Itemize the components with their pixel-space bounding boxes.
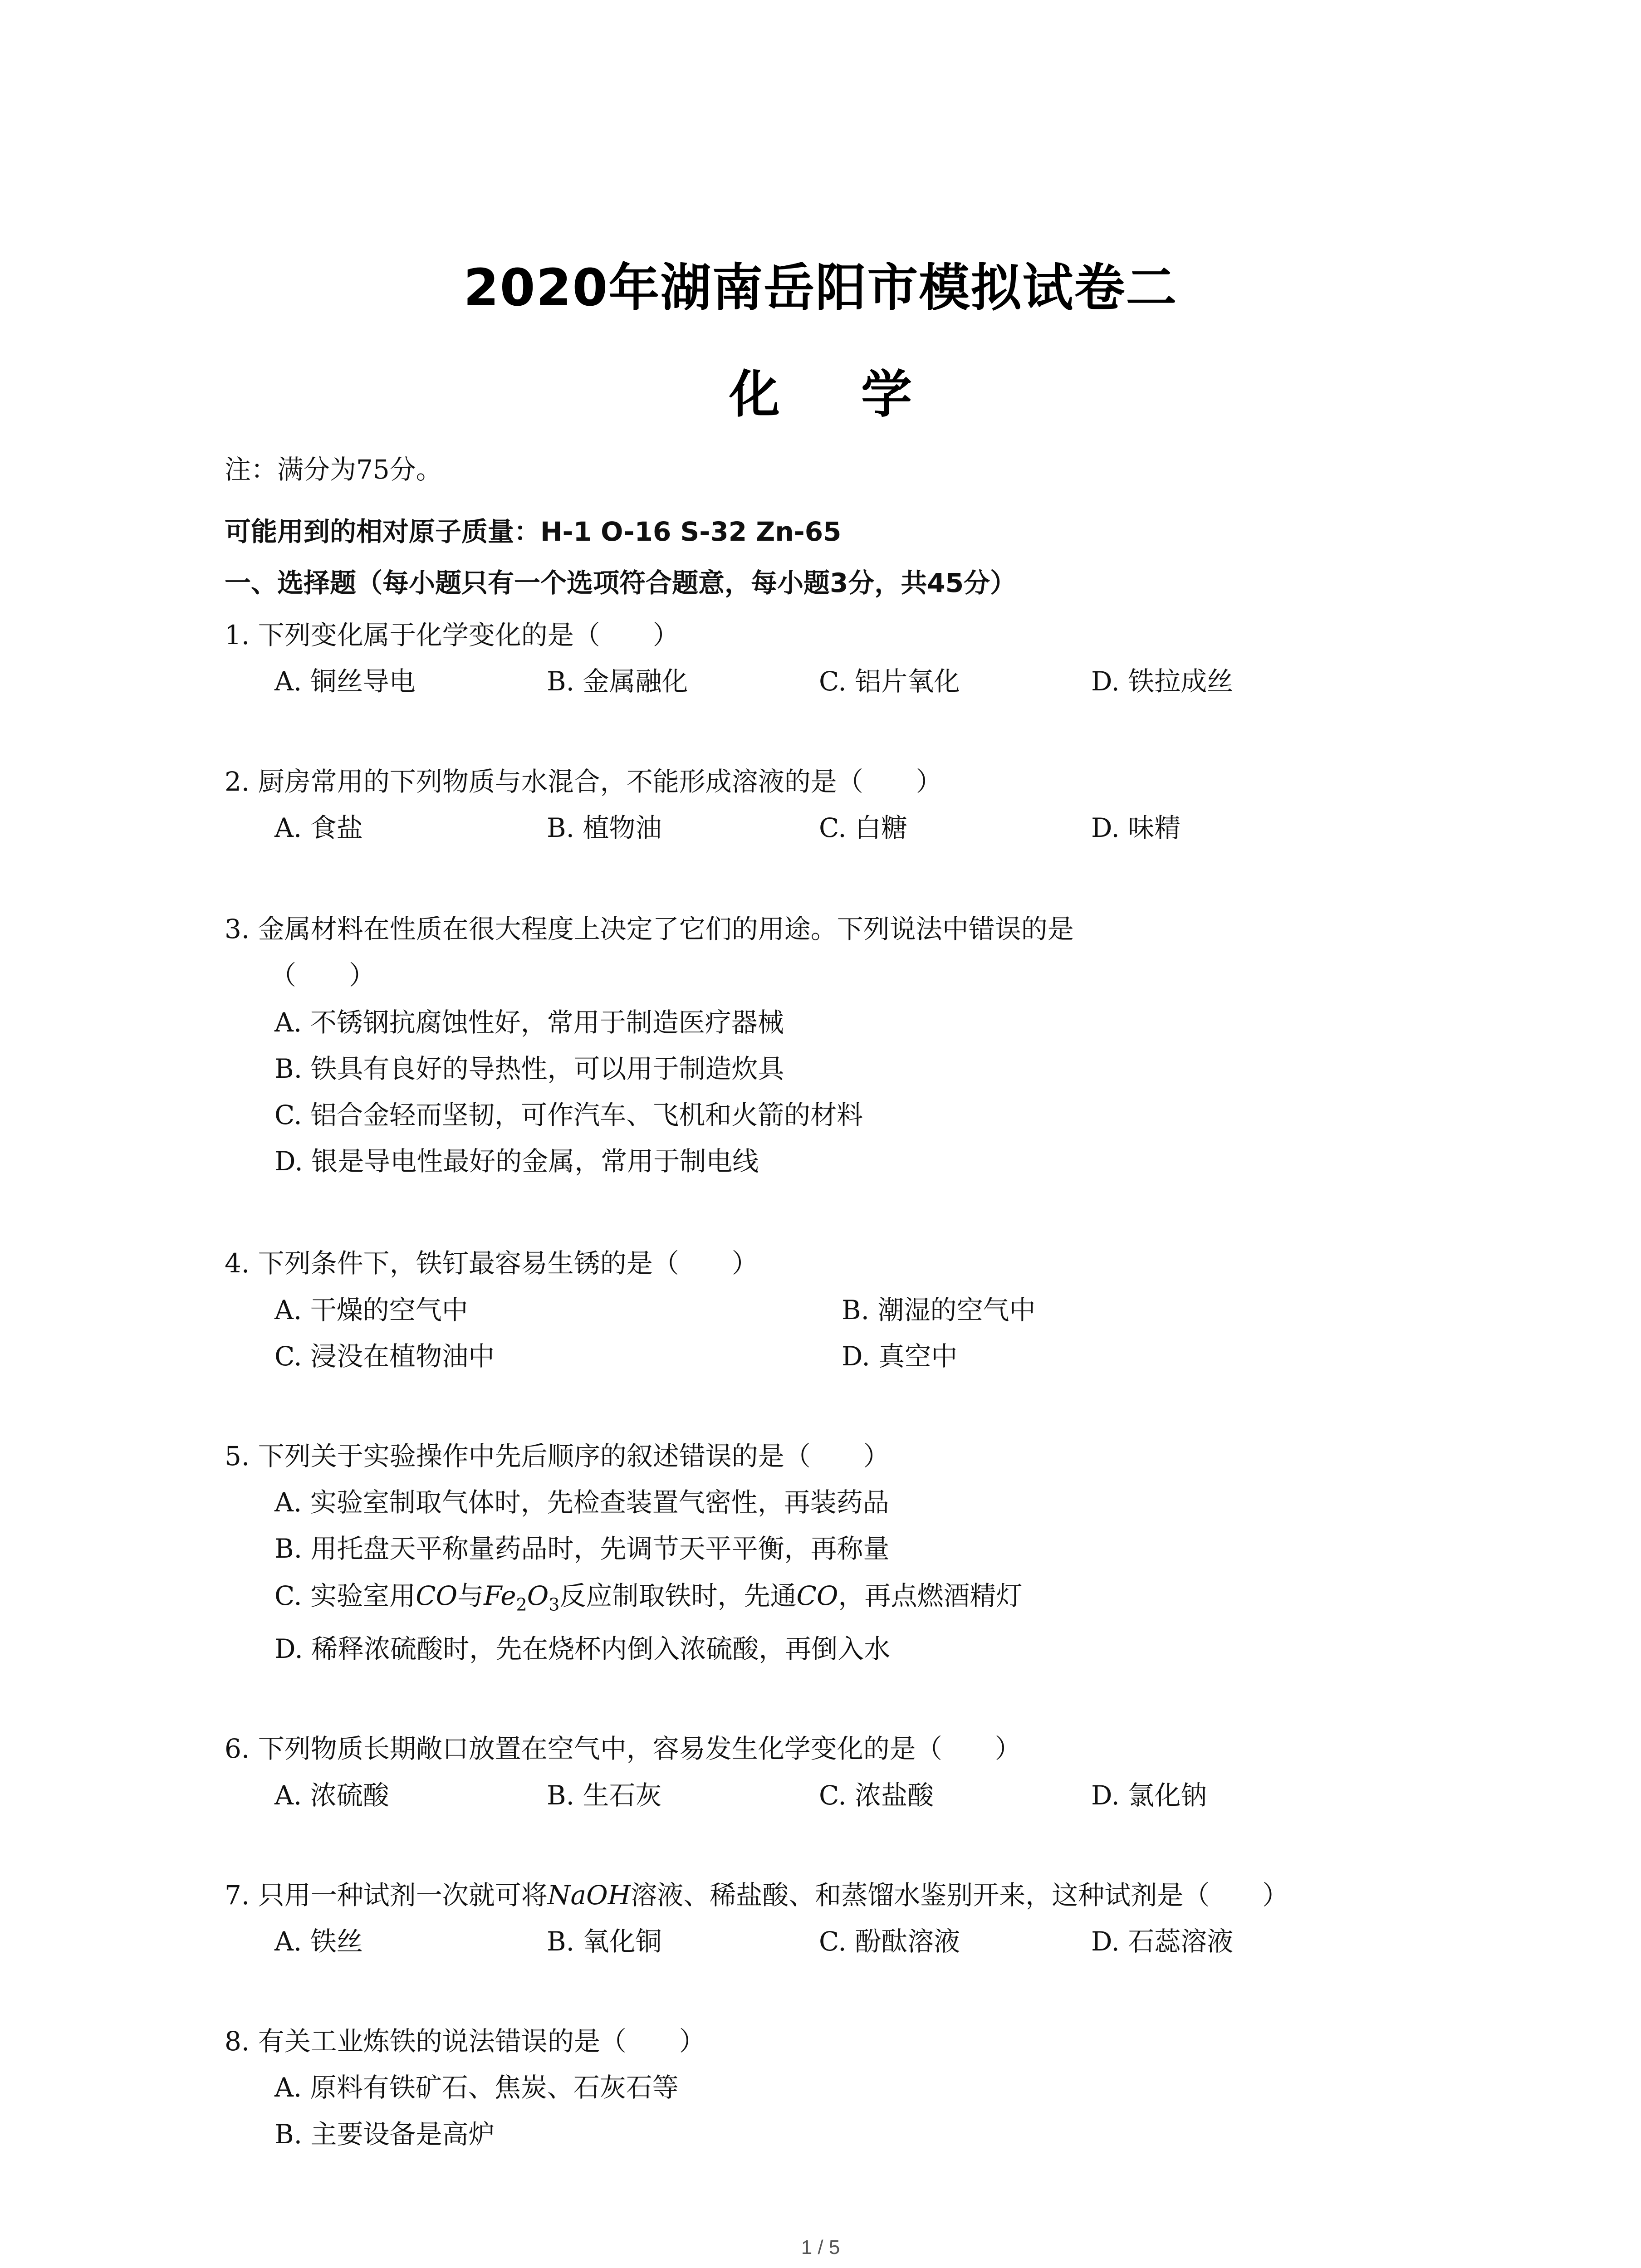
question-2-option-d: D. 味精 xyxy=(1091,812,1181,843)
question-7-option-d: D. 石蕊溶液 xyxy=(1091,1926,1234,1957)
question-8-option-a: A. 原料有铁矿石、焦炭、石灰石等 xyxy=(274,2072,679,2103)
question-3-stem: 3. 金属材料在性质在很大程度上决定了它们的用途。下列说法中错误的是 xyxy=(225,914,1074,944)
question-4-option-d: D. 真空中 xyxy=(842,1341,958,1372)
question-2-option-b: B. 植物油 xyxy=(547,812,662,843)
question-1-option-c: C. 铝片氧化 xyxy=(819,666,960,697)
question-6-option-b: B. 生石灰 xyxy=(547,1780,662,1811)
question-4-options-row1 xyxy=(274,1292,1363,1328)
question-1-option-a: A. 铜丝导电 xyxy=(274,666,416,697)
question-6-options xyxy=(274,1777,1409,1813)
question-6-option-d: D. 氯化钠 xyxy=(1091,1780,1207,1811)
question-3-stem-cont: （ ） xyxy=(270,960,376,991)
question-7-stem xyxy=(225,1877,1288,1913)
question-7-stem-suffix: 溶液、稀盐酸、和蒸馏水鉴别开来，这种试剂是（ ） xyxy=(631,1880,1289,1911)
question-4-stem: 4. 下列条件下，铁钉最容易生锈的是（ ） xyxy=(225,1248,758,1279)
formula-naoh: NaOH xyxy=(547,1880,631,1911)
question-5-option-a: A. 实验室制取气体时，先检查装置气密性，再装药品 xyxy=(274,1487,889,1518)
question-6-option-a: A. 浓硫酸 xyxy=(274,1780,389,1811)
question-5-option-d: D. 稀释浓硫酸时，先在烧杯内倒入浓硫酸，再倒入水 xyxy=(274,1633,891,1664)
page-number: 1 / 5 xyxy=(801,2236,840,2258)
question-3-option-b: B. 铁具有良好的导热性，可以用于制造炊具 xyxy=(274,1053,784,1084)
question-1-stem: 1. 下列变化属于化学变化的是（ ） xyxy=(225,620,679,650)
subject-title: 化 学 xyxy=(729,365,944,424)
question-2-option-c: C. 白糖 xyxy=(819,812,908,843)
formula-fe: Fe xyxy=(484,1580,516,1611)
section-heading: 一、选择题（每小题只有一个选项符合题意，每小题3分，共45分） xyxy=(225,567,1017,598)
question-2-stem: 2. 厨房常用的下列物质与水混合，不能形成溶液的是（ ） xyxy=(225,766,942,797)
formula-co: CO xyxy=(796,1580,838,1611)
question-7-option-c: C. 酚酞溶液 xyxy=(819,1926,960,1957)
question-8-stem: 8. 有关工业炼铁的说法错误的是（ ） xyxy=(225,2026,705,2057)
question-5-stem: 5. 下列关于实验操作中先后顺序的叙述错误的是（ ） xyxy=(225,1441,890,1471)
question-2-options xyxy=(274,810,1409,846)
question-5-option-c xyxy=(274,1578,1022,1623)
question-2-option-a: A. 食盐 xyxy=(274,812,363,843)
atomic-masses: 可能用到的相对原子质量：H-1 O-16 S-32 Zn-65 xyxy=(225,516,842,547)
question-4-options-row2 xyxy=(274,1338,1363,1374)
question-3-option-a: A. 不锈钢抗腐蚀性好，常用于制造医疗器械 xyxy=(274,1007,784,1038)
question-5-option-c-mid2: 反应制取铁时，先通 xyxy=(559,1580,797,1611)
score-note: 注：满分为75分。 xyxy=(225,454,442,485)
question-3-option-d: D. 银是导电性最好的金属，常用于制电线 xyxy=(274,1146,759,1177)
question-1-option-b: B. 金属融化 xyxy=(547,666,688,697)
formula-o: O xyxy=(527,1580,549,1611)
question-5-option-c-mid: 与 xyxy=(457,1580,484,1611)
question-7-options xyxy=(274,1923,1409,1960)
question-7-stem-prefix: 7. 只用一种试剂一次就可将 xyxy=(225,1880,548,1911)
question-3-option-c: C. 铝合金轻而坚韧，可作汽车、飞机和火箭的材料 xyxy=(274,1100,863,1130)
question-4-option-c: C. 浸没在植物油中 xyxy=(274,1341,495,1372)
formula-co: CO xyxy=(416,1580,458,1611)
question-6-option-c: C. 浓盐酸 xyxy=(819,1780,934,1811)
question-4-option-b: B. 潮湿的空气中 xyxy=(842,1295,1036,1325)
question-1-options xyxy=(274,663,1409,699)
question-6-stem: 6. 下列物质长期敞口放置在空气中，容易发生化学变化的是（ ） xyxy=(225,1733,1021,1764)
question-5-option-c-suffix: ，再点燃酒精灯 xyxy=(838,1580,1023,1611)
question-7-option-a: A. 铁丝 xyxy=(274,1926,363,1957)
formula-subscript: 3 xyxy=(549,1594,560,1615)
question-5-option-c-prefix: C. 实验室用 xyxy=(274,1580,416,1611)
formula-subscript: 2 xyxy=(516,1594,527,1615)
question-5-option-b: B. 用托盘天平称量药品时，先调节天平平衡，再称量 xyxy=(274,1533,890,1564)
question-1-option-d: D. 铁拉成丝 xyxy=(1091,666,1234,697)
question-4-option-a: A. 干燥的空气中 xyxy=(274,1295,468,1325)
question-7-option-b: B. 氧化铜 xyxy=(547,1926,662,1957)
question-8-option-b: B. 主要设备是高炉 xyxy=(274,2119,495,2150)
exam-title: 2020年湖南岳阳市模拟试卷二 xyxy=(463,259,1178,318)
